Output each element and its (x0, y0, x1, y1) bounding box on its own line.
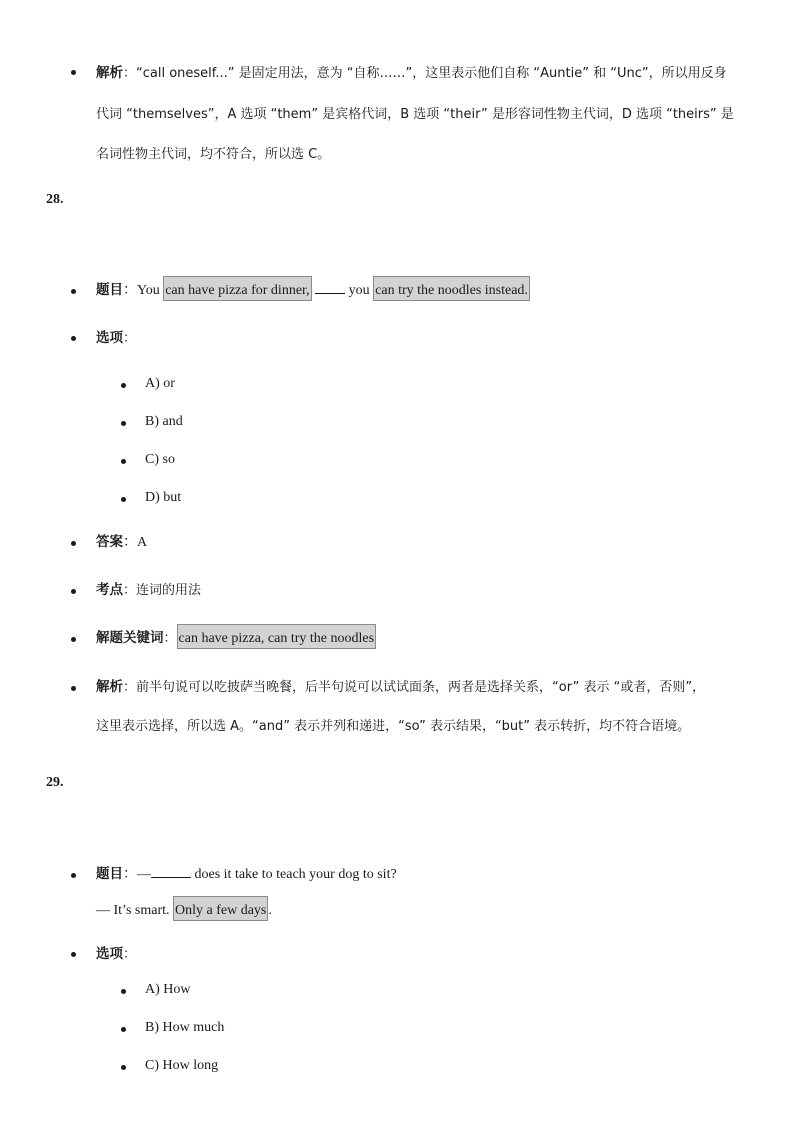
colon: ： (123, 947, 137, 962)
answer-blank (151, 865, 191, 878)
bullet (121, 421, 126, 426)
prev-analysis-line-1 (96, 63, 727, 84)
point-value: ：连词的用法 (123, 583, 202, 598)
options-label: 选项 (96, 330, 123, 346)
highlight-box: can try the noodles instead. (373, 276, 530, 301)
bullet (121, 459, 126, 464)
keywords-line (96, 628, 376, 649)
question-29-response (96, 901, 272, 921)
analysis-label: 解析 (96, 679, 123, 695)
question-number: 28. (46, 192, 64, 207)
prev-analysis-line-2: 代词 “themselves”，A 选项 “them” 是宾格代词，B 选项 “their” 是形容词性物主代词，D 选项 “theirs” 是 (96, 107, 734, 122)
question-text-part: you (345, 283, 374, 298)
keywords-label: 解题关键词 (96, 630, 164, 646)
question-number: 29. (46, 775, 64, 790)
bullet (71, 336, 76, 341)
question-text-part: ：You (123, 283, 164, 298)
option-c: C) How long (145, 1058, 219, 1073)
point-label: 考点 (96, 582, 123, 598)
bullet (121, 1027, 126, 1032)
option-a: A) How (145, 982, 191, 997)
bullet (71, 70, 76, 75)
question-29-text (96, 864, 397, 885)
question-suffix: does it take to teach your dog to sit? (191, 867, 397, 882)
question-prefix: ：— (123, 867, 151, 882)
question-28-text (96, 280, 530, 301)
question-label: 题目 (96, 282, 123, 298)
colon: ： (123, 331, 137, 346)
highlight-box: can have pizza for dinner, (163, 276, 311, 301)
bullet (71, 686, 76, 691)
answer-value: ：A (123, 535, 148, 550)
bullet (71, 873, 76, 878)
bullet (121, 989, 126, 994)
prev-analysis-line-3: 名词性物主代词，均不符合，所以选 C。 (96, 147, 331, 162)
bullet (71, 589, 76, 594)
bullet (71, 952, 76, 957)
option-b: B) and (145, 414, 183, 429)
analysis-text: ：前半句说可以吃披萨当晚餐，后半句说可以试试面条，两者是选择关系，“or” 表示 “或者，否则”， (123, 680, 706, 695)
bullet (71, 637, 76, 642)
options-heading (96, 944, 136, 965)
point-line (96, 580, 201, 601)
keywords-highlight: can have pizza, can try the noodles (177, 624, 377, 649)
analysis-line-1 (96, 677, 705, 698)
bullet (121, 497, 126, 502)
analysis-label: 解析 (96, 65, 123, 81)
bullet (71, 541, 76, 546)
answer-line (96, 532, 147, 553)
answer-blank (315, 281, 345, 294)
answer-label: 答案 (96, 534, 123, 550)
highlight-box: Only a few days (173, 896, 268, 921)
colon: ： (163, 631, 177, 646)
bullet (121, 383, 126, 388)
response-prefix: — It’s smart. (96, 903, 173, 918)
option-c: C) so (145, 452, 175, 467)
option-a: A) or (145, 376, 175, 391)
analysis-line-2: 这里表示选择，所以选 A。“and” 表示并列和递进，“so” 表示结果，“but” 表示转折，均不符合语境。 (96, 719, 691, 734)
options-label: 选项 (96, 946, 123, 962)
bullet (121, 1065, 126, 1070)
analysis-text: ：“call oneself...” 是固定用法，意为 “自称……”，这里表示他们自称 “Auntie” 和 “Unc”，所以用反身 (123, 66, 727, 81)
bullet (71, 289, 76, 294)
option-d: D) but (145, 490, 182, 505)
response-suffix: . (268, 903, 272, 918)
options-heading (96, 328, 136, 349)
option-b: B) How much (145, 1020, 225, 1035)
question-label: 题目 (96, 866, 123, 882)
